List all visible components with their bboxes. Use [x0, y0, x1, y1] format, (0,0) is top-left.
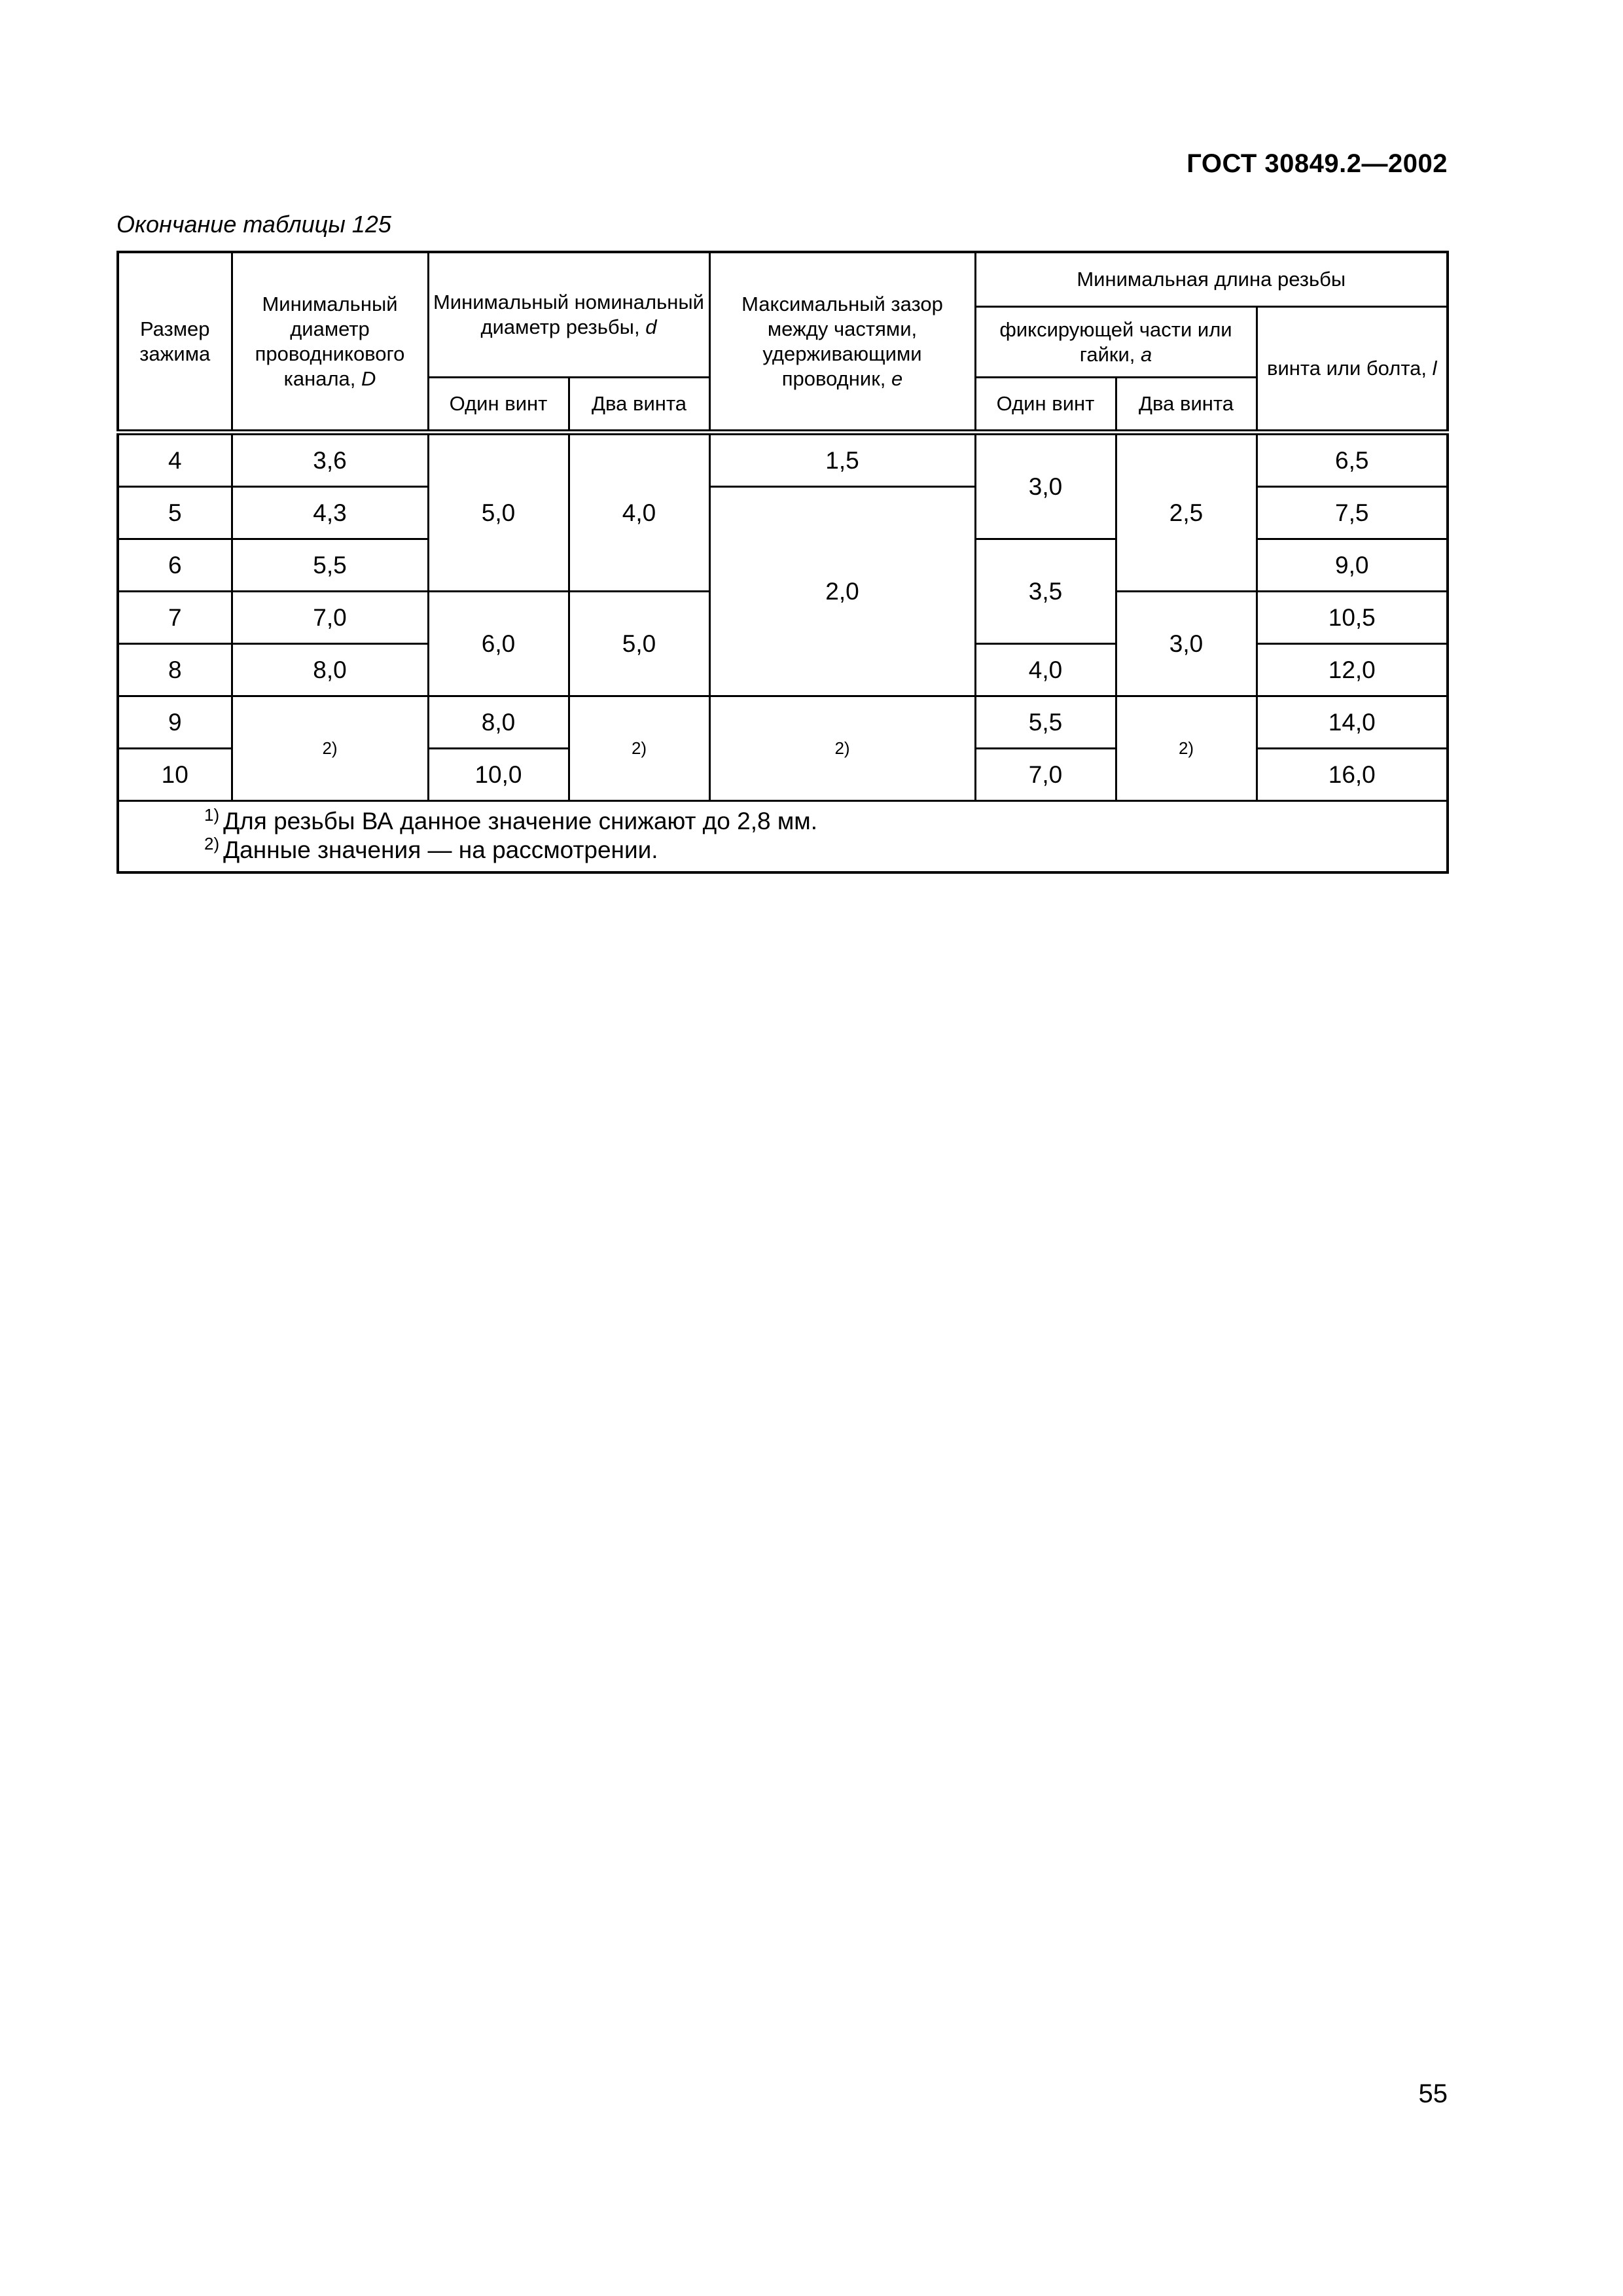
- header-one-screw: Один винт: [428, 378, 569, 433]
- cell-l: 10,5: [1257, 592, 1448, 644]
- cell-a-one-screw: 7,0: [975, 749, 1116, 801]
- footnotes: [118, 801, 1448, 873]
- header-clamp-size: Размер зажима: [118, 252, 232, 433]
- header-screw-bolt-text: винта или болта,: [1266, 357, 1427, 380]
- table-row: [118, 696, 1448, 749]
- cell-size: 6: [118, 539, 232, 592]
- footnote-2-text: Данные значения — на рассмотрении.: [223, 836, 658, 863]
- footnote-1: [204, 804, 1446, 836]
- cell-size: 4: [118, 433, 232, 487]
- cell-a-two-note: 2): [1116, 696, 1257, 801]
- cell-a-one-screw: 5,5: [975, 696, 1116, 749]
- cell-a-two-screws: 2,5: [1116, 433, 1257, 592]
- cell-e: 1,5: [709, 433, 975, 487]
- cell-l: 16,0: [1257, 749, 1448, 801]
- table-caption: Окончание таблицы 125: [116, 211, 391, 238]
- footnote-row: [118, 801, 1448, 873]
- footnote-1-text: Для резьбы ВА данное значение снижают до 2,8 мм.: [223, 808, 817, 834]
- cell-D: 7,0: [232, 592, 428, 644]
- cell-size: 9: [118, 696, 232, 749]
- cell-l: 6,5: [1257, 433, 1448, 487]
- header-two-screws-fixing: Два винта: [1116, 378, 1257, 433]
- header-max-gap-text: Максимальный зазор между частями, удерживающими проводник,: [741, 292, 943, 390]
- header-min-thread-length: Минимальная длина резьбы: [975, 252, 1448, 307]
- cell-a-two-screws: 3,0: [1116, 592, 1257, 696]
- header-fixing-part-var: a: [1141, 342, 1152, 366]
- cell-d-one-screw: 10,0: [428, 749, 569, 801]
- header-max-gap-var: e: [891, 367, 903, 390]
- header-thread-diameter-text: Минимальный номинальный диаметр резьбы,: [433, 291, 704, 338]
- cell-e-note: 2): [709, 696, 975, 801]
- header-one-screw-fixing: Один винт: [975, 378, 1116, 433]
- cell-l: 12,0: [1257, 644, 1448, 696]
- cell-D: 5,5: [232, 539, 428, 592]
- footnote-2: [204, 833, 1446, 865]
- cell-d-two-screws: 4,0: [569, 433, 709, 592]
- cell-D: 3,6: [232, 433, 428, 487]
- header-screw-bolt: [1257, 307, 1448, 433]
- cell-d-one-screw: 8,0: [428, 696, 569, 749]
- header-thread-diameter: [428, 252, 709, 378]
- page-number: 55: [1418, 2079, 1448, 2108]
- header-conductor-channel-text: Минимальный диаметр проводникового канала,: [255, 292, 405, 390]
- header-fixing-part: [975, 307, 1257, 378]
- cell-d-one-screw: 6,0: [428, 592, 569, 696]
- header-max-gap: [709, 252, 975, 433]
- cell-a-one-screw: 3,5: [975, 539, 1116, 644]
- header-screw-bolt-var: l: [1432, 357, 1437, 380]
- cell-size: 5: [118, 487, 232, 539]
- cell-e: 2,0: [709, 487, 975, 696]
- header-fixing-part-text: фиксирующей части или гайки,: [999, 317, 1232, 366]
- cell-l: 14,0: [1257, 696, 1448, 749]
- table-container: [116, 251, 1448, 874]
- footnote-2-number: 2): [204, 833, 220, 853]
- header-conductor-channel-var: D: [361, 367, 376, 390]
- cell-d-two-note: 2): [569, 696, 709, 801]
- cell-D: 8,0: [232, 644, 428, 696]
- cell-d-two-screws: 5,0: [569, 592, 709, 696]
- cell-size: 8: [118, 644, 232, 696]
- header-conductor-channel: [232, 252, 428, 433]
- table-row: [118, 433, 1448, 487]
- cell-D-note: 2): [232, 696, 428, 801]
- data-table: [116, 251, 1449, 874]
- header-thread-diameter-var: d: [645, 315, 657, 338]
- cell-a-one-screw: 3,0: [975, 433, 1116, 539]
- cell-d-one-screw: 5,0: [428, 433, 569, 592]
- cell-l: 9,0: [1257, 539, 1448, 592]
- cell-size: 7: [118, 592, 232, 644]
- footnote-1-number: 1): [204, 804, 220, 825]
- cell-size: 10: [118, 749, 232, 801]
- cell-l: 7,5: [1257, 487, 1448, 539]
- standard-header: ГОСТ 30849.2—2002: [1186, 149, 1448, 178]
- header-two-screws: Два винта: [569, 378, 709, 433]
- cell-a-one-screw: 4,0: [975, 644, 1116, 696]
- cell-D: 4,3: [232, 487, 428, 539]
